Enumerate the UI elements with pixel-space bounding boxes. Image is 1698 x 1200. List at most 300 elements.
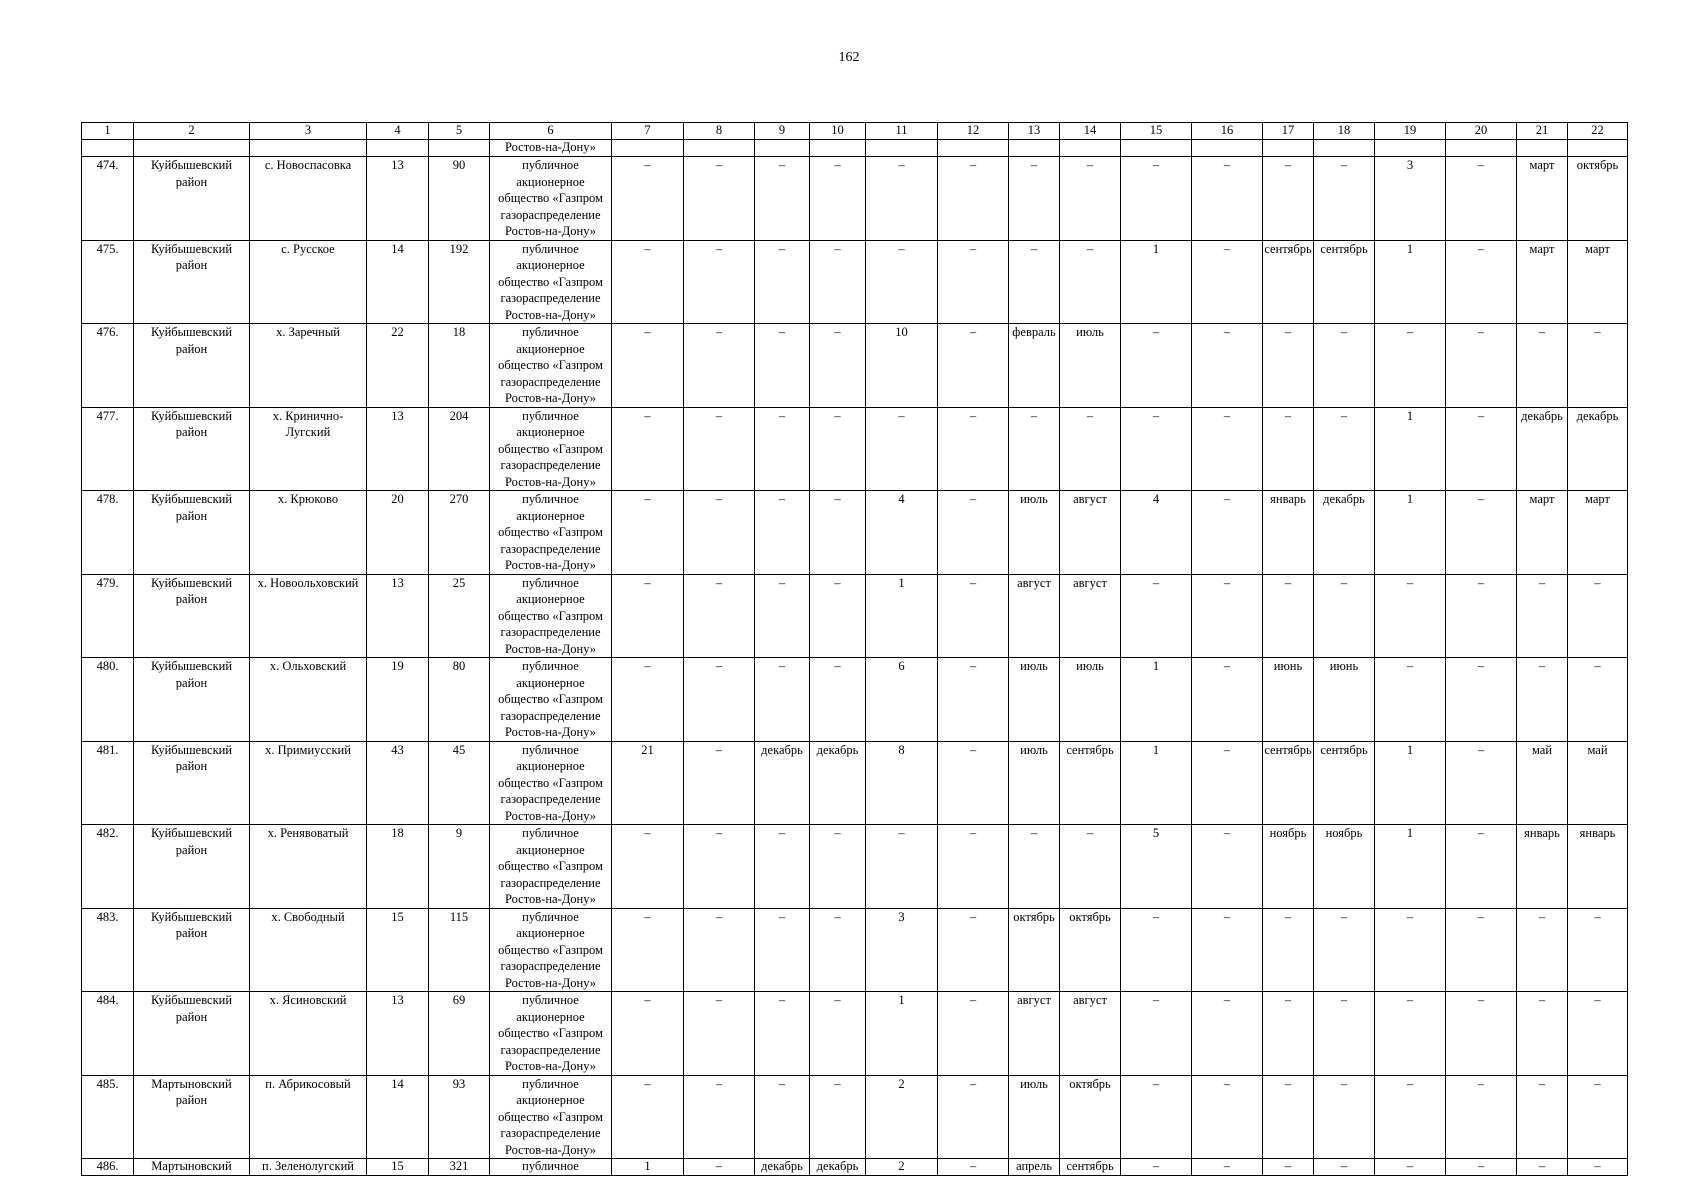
table-cell-col-13: август (1009, 992, 1060, 1076)
table-cell-col-10: декабрь (810, 1159, 866, 1176)
table-cell-col-4: 13 (367, 157, 429, 241)
table-cell-col-3: с. Русское (250, 240, 367, 324)
table-cell-col-14: июль (1060, 658, 1121, 742)
table-cell-col-15: 1 (1121, 741, 1192, 825)
table-cell-col-11: – (866, 240, 938, 324)
table-cell-col-16: – (1192, 157, 1263, 241)
table-cell-col-20: – (1446, 1159, 1517, 1176)
table-cell-col-5: 18 (429, 324, 490, 408)
page-number: 162 (838, 50, 860, 65)
table-cell-col-6: публичное акционерное общество «Газпром газораспределение Ростов-на-Дону» (490, 157, 612, 241)
table-cell-col-11: – (866, 825, 938, 909)
table-cell-col-7: – (612, 574, 684, 658)
table-cell-col-8: – (684, 1075, 755, 1159)
table-row (82, 741, 1628, 825)
table-cell-col-10: – (810, 1075, 866, 1159)
table-cell-col-5: 9 (429, 825, 490, 909)
table-cell-col-10: – (810, 825, 866, 909)
table-cell-col-14: июль (1060, 324, 1121, 408)
table-cell-col-6: публичное акционерное общество «Газпром газораспределение Ростов-на-Дону» (490, 240, 612, 324)
table-cell-col-17: – (1263, 157, 1314, 241)
table-cell-col-6: публичное акционерное общество «Газпром газораспределение Ростов-на-Дону» (490, 574, 612, 658)
table-cell-col-22: – (1568, 1075, 1628, 1159)
table-cell-col-21: – (1517, 324, 1568, 408)
table-cell-col-7: – (612, 825, 684, 909)
table-cell-col-6: публичное акционерное общество «Газпром газораспределение Ростов-на-Дону» (490, 992, 612, 1076)
table-cell-col-3 (250, 140, 367, 157)
table-cell-col-6: публичное акционерное общество «Газпром газораспределение Ростов-на-Дону» (490, 1075, 612, 1159)
table-cell-col-16: – (1192, 658, 1263, 742)
table-cell-col-10: декабрь (810, 741, 866, 825)
table-cell-col-20: – (1446, 1075, 1517, 1159)
table-cell-col-17: сентябрь (1263, 741, 1314, 825)
table-cell-col-17: сентябрь (1263, 240, 1314, 324)
table-cell-col-17: – (1263, 407, 1314, 491)
table-cell-col-12: – (938, 157, 1009, 241)
table-cell-col-15: – (1121, 574, 1192, 658)
table-row (82, 908, 1628, 992)
table-cell-col-5: 270 (429, 491, 490, 575)
table-cell-col-7: 7 (612, 123, 684, 140)
table-cell-col-1 (82, 140, 134, 157)
table-cell-col-17: – (1263, 1075, 1314, 1159)
table-cell-col-5: 69 (429, 992, 490, 1076)
table-cell-col-18: ноябрь (1314, 825, 1375, 909)
table-cell-col-17: 17 (1263, 123, 1314, 140)
table-cell-col-13: – (1009, 825, 1060, 909)
table-cell-col-8: – (684, 407, 755, 491)
table-cell-col-22: – (1568, 324, 1628, 408)
table-cell-col-9: – (755, 658, 810, 742)
table-cell-col-1: 485. (82, 1075, 134, 1159)
table-cell-col-3: п. Зеленолугский (250, 1159, 367, 1176)
table-cell-col-4: 13 (367, 992, 429, 1076)
table-cell-col-9: – (755, 407, 810, 491)
table-cell-col-1: 483. (82, 908, 134, 992)
table-cell-col-13: июль (1009, 741, 1060, 825)
table-cell-col-1: 1 (82, 123, 134, 140)
table-cell-col-8: – (684, 1159, 755, 1176)
table-cell-col-13: июль (1009, 491, 1060, 575)
table-cell-col-10: – (810, 240, 866, 324)
table-cell-col-5: 192 (429, 240, 490, 324)
table-cell-col-21: – (1517, 574, 1568, 658)
table-cell-col-21: – (1517, 908, 1568, 992)
table-cell-col-20: – (1446, 992, 1517, 1076)
table-cell-col-16: – (1192, 908, 1263, 992)
table-cell-col-2: Куйбышевский район (134, 658, 250, 742)
table-cell-col-7: – (612, 157, 684, 241)
table-cell-col-9 (755, 140, 810, 157)
table-cell-col-7: – (612, 240, 684, 324)
table-cell-col-2: Куйбышевский район (134, 908, 250, 992)
table-cell-col-1: 478. (82, 491, 134, 575)
table-cell-col-6: публичное акционерное общество «Газпром газораспределение Ростов-на-Дону» (490, 741, 612, 825)
table-cell-col-5: 45 (429, 741, 490, 825)
table-cell-col-18 (1314, 140, 1375, 157)
table-cell-col-5: 93 (429, 1075, 490, 1159)
table-cell-col-22: октябрь (1568, 157, 1628, 241)
table-cell-col-21 (1517, 140, 1568, 157)
table-cell-col-3: х. Кринично-Лугский (250, 407, 367, 491)
table-cell-col-22: – (1568, 992, 1628, 1076)
table-cell-col-21: май (1517, 741, 1568, 825)
table-cell-col-19: – (1375, 1159, 1446, 1176)
table-cell-col-10: – (810, 491, 866, 575)
table-cell-col-8: – (684, 825, 755, 909)
table-cell-col-20: – (1446, 324, 1517, 408)
table-cell-col-21: – (1517, 1159, 1568, 1176)
table-cell-col-1: 481. (82, 741, 134, 825)
table-cell-col-20 (1446, 140, 1517, 157)
table-cell-col-15: 1 (1121, 240, 1192, 324)
table-cell-col-11: 4 (866, 491, 938, 575)
gasification-registry-table (81, 122, 1628, 1176)
table-cell-col-11: 11 (866, 123, 938, 140)
table-cell-col-21: март (1517, 157, 1568, 241)
table-cell-col-10: – (810, 157, 866, 241)
table-cell-col-3: х. Новоольховский (250, 574, 367, 658)
table-cell-col-1: 476. (82, 324, 134, 408)
table-row (82, 825, 1628, 909)
table-cell-col-2: Куйбышевский район (134, 574, 250, 658)
table-cell-col-6: Ростов-на-Дону» (490, 140, 612, 157)
table-cell-col-13: – (1009, 240, 1060, 324)
table-cell-col-11: 6 (866, 658, 938, 742)
table-row (82, 658, 1628, 742)
table-cell-col-16: – (1192, 407, 1263, 491)
table-cell-col-16: 16 (1192, 123, 1263, 140)
table-cell-col-13: август (1009, 574, 1060, 658)
table-cell-col-20: – (1446, 240, 1517, 324)
table-cell-col-20: – (1446, 574, 1517, 658)
table-cell-col-22: май (1568, 741, 1628, 825)
table-cell-col-7: – (612, 1075, 684, 1159)
table-cell-col-12: – (938, 741, 1009, 825)
table-cell-col-18: декабрь (1314, 491, 1375, 575)
table-cell-col-20: – (1446, 157, 1517, 241)
table-cell-col-19 (1375, 140, 1446, 157)
table-cell-col-18: – (1314, 324, 1375, 408)
table-cell-col-1: 482. (82, 825, 134, 909)
table-cell-col-11: 10 (866, 324, 938, 408)
table-cell-col-22: декабрь (1568, 407, 1628, 491)
table-cell-col-15: – (1121, 324, 1192, 408)
table-cell-col-1: 477. (82, 407, 134, 491)
table-cell-col-5 (429, 140, 490, 157)
table-cell-col-14: – (1060, 240, 1121, 324)
table-cell-col-11: – (866, 157, 938, 241)
table-cell-col-3: х. Свободный (250, 908, 367, 992)
table-cell-col-17: – (1263, 908, 1314, 992)
table-cell-col-3: х. Ренявоватый (250, 825, 367, 909)
table-cell-col-5: 80 (429, 658, 490, 742)
table-cell-col-13: – (1009, 407, 1060, 491)
table-cell-col-15: 5 (1121, 825, 1192, 909)
table-cell-col-16: – (1192, 741, 1263, 825)
table-cell-col-7: – (612, 324, 684, 408)
table-cell-col-11: 1 (866, 574, 938, 658)
table-cell-col-6: публичное акционерное общество «Газпром газораспределение Ростов-на-Дону» (490, 491, 612, 575)
table-cell-col-21: январь (1517, 825, 1568, 909)
table-cell-col-15: 4 (1121, 491, 1192, 575)
table-cell-col-9: – (755, 324, 810, 408)
table-cell-col-10 (810, 140, 866, 157)
table-cell-col-1: 484. (82, 992, 134, 1076)
table-cell-col-22: март (1568, 491, 1628, 575)
table-cell-col-12: – (938, 825, 1009, 909)
table-cell-col-15: 15 (1121, 123, 1192, 140)
table-cell-col-2: Куйбышевский район (134, 992, 250, 1076)
table-row (82, 324, 1628, 408)
table-cell-col-7 (612, 140, 684, 157)
table-cell-col-18: июнь (1314, 658, 1375, 742)
table-cell-col-8: – (684, 658, 755, 742)
table-cell-col-1: 475. (82, 240, 134, 324)
table-cell-col-1: 479. (82, 574, 134, 658)
table-cell-col-21: декабрь (1517, 407, 1568, 491)
table-cell-col-7: 21 (612, 741, 684, 825)
table-cell-col-21: март (1517, 491, 1568, 575)
table-cell-col-19: 1 (1375, 240, 1446, 324)
table-cell-col-4: 14 (367, 1075, 429, 1159)
table-cell-col-15: – (1121, 908, 1192, 992)
table-cell-col-20: – (1446, 407, 1517, 491)
table-cell-col-21: – (1517, 992, 1568, 1076)
table-cell-col-6: 6 (490, 123, 612, 140)
table-cell-col-11: – (866, 407, 938, 491)
table-cell-col-15: – (1121, 407, 1192, 491)
table-cell-col-22 (1568, 140, 1628, 157)
table-cell-col-13: октябрь (1009, 908, 1060, 992)
table-cell-col-8: – (684, 240, 755, 324)
table-cell-col-14: – (1060, 407, 1121, 491)
table-cell-col-2: Куйбышевский район (134, 407, 250, 491)
table-cell-col-22: март (1568, 240, 1628, 324)
table-cell-col-18: 18 (1314, 123, 1375, 140)
table-cell-col-2: Куйбышевский район (134, 825, 250, 909)
table-cell-col-6: публичное (490, 1159, 612, 1176)
table-cell-col-15: – (1121, 1075, 1192, 1159)
table-cell-col-3: п. Абрикосовый (250, 1075, 367, 1159)
table-cell-col-4: 18 (367, 825, 429, 909)
table-cell-col-4: 15 (367, 908, 429, 992)
table-cell-col-4: 15 (367, 1159, 429, 1176)
table-cell-col-19: – (1375, 992, 1446, 1076)
table-cell-col-22: – (1568, 1159, 1628, 1176)
table-cell-col-3: х. Заречный (250, 324, 367, 408)
table-cell-col-13: 13 (1009, 123, 1060, 140)
table-cell-col-15: – (1121, 1159, 1192, 1176)
table-cell-col-17: январь (1263, 491, 1314, 575)
table-cell-col-8: – (684, 491, 755, 575)
table-cell-col-7: – (612, 658, 684, 742)
table-cell-col-4: 13 (367, 574, 429, 658)
table-cell-col-14: – (1060, 157, 1121, 241)
table-cell-col-16: – (1192, 240, 1263, 324)
table-cell-col-15: 1 (1121, 658, 1192, 742)
table-cell-col-7: 1 (612, 1159, 684, 1176)
table-cell-col-19: 1 (1375, 741, 1446, 825)
table-cell-col-14: сентябрь (1060, 741, 1121, 825)
table-cell-col-5: 321 (429, 1159, 490, 1176)
table-cell-col-7: – (612, 992, 684, 1076)
table-cell-col-14: октябрь (1060, 908, 1121, 992)
table-row (82, 574, 1628, 658)
table-cell-col-16: – (1192, 1075, 1263, 1159)
table-cell-col-5: 204 (429, 407, 490, 491)
table-row (82, 491, 1628, 575)
table-cell-col-1: 480. (82, 658, 134, 742)
table-cell-col-22: – (1568, 658, 1628, 742)
table-cell-col-4: 14 (367, 240, 429, 324)
table-cell-col-20: – (1446, 491, 1517, 575)
table-cell-col-12: – (938, 491, 1009, 575)
table-cell-col-17: – (1263, 574, 1314, 658)
table-cell-col-19: – (1375, 1075, 1446, 1159)
table-cell-col-19: – (1375, 324, 1446, 408)
table-cell-col-2: Куйбышевский район (134, 324, 250, 408)
table-cell-col-1: 486. (82, 1159, 134, 1176)
table-row (82, 1075, 1628, 1159)
table-cell-col-13: июль (1009, 1075, 1060, 1159)
table-cell-col-13: – (1009, 157, 1060, 241)
table-cell-col-13: апрель (1009, 1159, 1060, 1176)
table-cell-col-18: – (1314, 574, 1375, 658)
table-cell-col-19: – (1375, 658, 1446, 742)
table-cell-col-6: публичное акционерное общество «Газпром газораспределение Ростов-на-Дону» (490, 324, 612, 408)
table-cell-col-4: 19 (367, 658, 429, 742)
table-cell-col-16: – (1192, 324, 1263, 408)
table-cell-col-11: 3 (866, 908, 938, 992)
table-cell-col-4: 43 (367, 741, 429, 825)
table-cell-col-16: – (1192, 825, 1263, 909)
table-cell-col-15: – (1121, 157, 1192, 241)
table-cell-col-9: – (755, 491, 810, 575)
table-cell-col-12: – (938, 324, 1009, 408)
table-cell-col-17: июнь (1263, 658, 1314, 742)
table-row-last (82, 1159, 1628, 1176)
table-cell-col-5: 90 (429, 157, 490, 241)
table-cell-col-2: Мартыновский район (134, 1075, 250, 1159)
table-cell-col-14: октябрь (1060, 1075, 1121, 1159)
table-cell-col-8: 8 (684, 123, 755, 140)
table-cell-col-18: сентябрь (1314, 240, 1375, 324)
table-cell-col-4: 22 (367, 324, 429, 408)
table-cell-col-14: 14 (1060, 123, 1121, 140)
table-cell-col-19: 1 (1375, 491, 1446, 575)
table-cell-col-9: – (755, 825, 810, 909)
table-row (82, 407, 1628, 491)
table-cell-col-12: – (938, 407, 1009, 491)
table-cell-col-10: – (810, 992, 866, 1076)
table-cell-col-3: с. Новоспасовка (250, 157, 367, 241)
table-cell-col-16: – (1192, 1159, 1263, 1176)
table-cell-col-12: – (938, 1159, 1009, 1176)
table-cell-col-19: 1 (1375, 825, 1446, 909)
table-cell-col-10: – (810, 324, 866, 408)
table-cell-col-16: – (1192, 992, 1263, 1076)
table-cell-col-11: 1 (866, 992, 938, 1076)
table-cell-col-20: – (1446, 741, 1517, 825)
table-cell-col-18: – (1314, 992, 1375, 1076)
table-cell-col-10: – (810, 658, 866, 742)
table-row (82, 992, 1628, 1076)
table-cell-col-9: декабрь (755, 1159, 810, 1176)
table-cell-col-22: 22 (1568, 123, 1628, 140)
table-cell-col-14 (1060, 140, 1121, 157)
table-cell-col-7: – (612, 407, 684, 491)
table-cell-col-8: – (684, 741, 755, 825)
table-cell-col-22: январь (1568, 825, 1628, 909)
table-cell-col-10: – (810, 407, 866, 491)
table-cell-col-19: 19 (1375, 123, 1446, 140)
table-cell-col-9: – (755, 908, 810, 992)
table-cell-col-7: – (612, 908, 684, 992)
table-cell-col-18: – (1314, 1159, 1375, 1176)
table-cell-col-4 (367, 140, 429, 157)
table-cell-col-3: х. Примиусский (250, 741, 367, 825)
table-cell-col-4: 13 (367, 407, 429, 491)
table-cell-col-14: август (1060, 491, 1121, 575)
table-cell-col-2: Куйбышевский район (134, 240, 250, 324)
table-cell-col-20: 20 (1446, 123, 1517, 140)
table-cell-col-3: х. Ясиновский (250, 992, 367, 1076)
column-number-row (82, 123, 1628, 140)
table-cell-col-2 (134, 140, 250, 157)
table-cell-col-2: Куйбышевский район (134, 157, 250, 241)
table-cell-col-16: – (1192, 491, 1263, 575)
table-cell-col-5: 5 (429, 123, 490, 140)
table-cell-col-9: – (755, 574, 810, 658)
table-cell-col-5: 115 (429, 908, 490, 992)
table-cell-col-12: 12 (938, 123, 1009, 140)
table-cell-col-8: – (684, 908, 755, 992)
table-cell-col-18: – (1314, 908, 1375, 992)
table-cell-col-21: 21 (1517, 123, 1568, 140)
table-cell-col-12: – (938, 574, 1009, 658)
table-cell-col-20: – (1446, 825, 1517, 909)
table-cell-col-2: Куйбышевский район (134, 741, 250, 825)
table-row (82, 240, 1628, 324)
table-cell-col-1: 474. (82, 157, 134, 241)
table-cell-col-2: Мартыновский (134, 1159, 250, 1176)
table-cell-col-18: – (1314, 157, 1375, 241)
table-cell-col-17: – (1263, 1159, 1314, 1176)
table-cell-col-12: – (938, 240, 1009, 324)
table-cell-col-8: – (684, 324, 755, 408)
table-cell-col-13 (1009, 140, 1060, 157)
table-cell-col-12: – (938, 1075, 1009, 1159)
table-cell-col-21: март (1517, 240, 1568, 324)
table-cell-col-22: – (1568, 574, 1628, 658)
table-cell-col-9: 9 (755, 123, 810, 140)
table-cell-col-17: – (1263, 992, 1314, 1076)
table-cell-col-20: – (1446, 658, 1517, 742)
continuation-row (82, 140, 1628, 157)
table-cell-col-17: – (1263, 324, 1314, 408)
table-cell-col-3: 3 (250, 123, 367, 140)
table-cell-col-10: – (810, 574, 866, 658)
table-cell-col-12 (938, 140, 1009, 157)
table-cell-col-16: – (1192, 574, 1263, 658)
table-cell-col-2: 2 (134, 123, 250, 140)
table-cell-col-9: – (755, 992, 810, 1076)
table-cell-col-11: 2 (866, 1075, 938, 1159)
table-cell-col-6: публичное акционерное общество «Газпром газораспределение Ростов-на-Дону» (490, 407, 612, 491)
table-cell-col-20: – (1446, 908, 1517, 992)
table-cell-col-8: – (684, 992, 755, 1076)
